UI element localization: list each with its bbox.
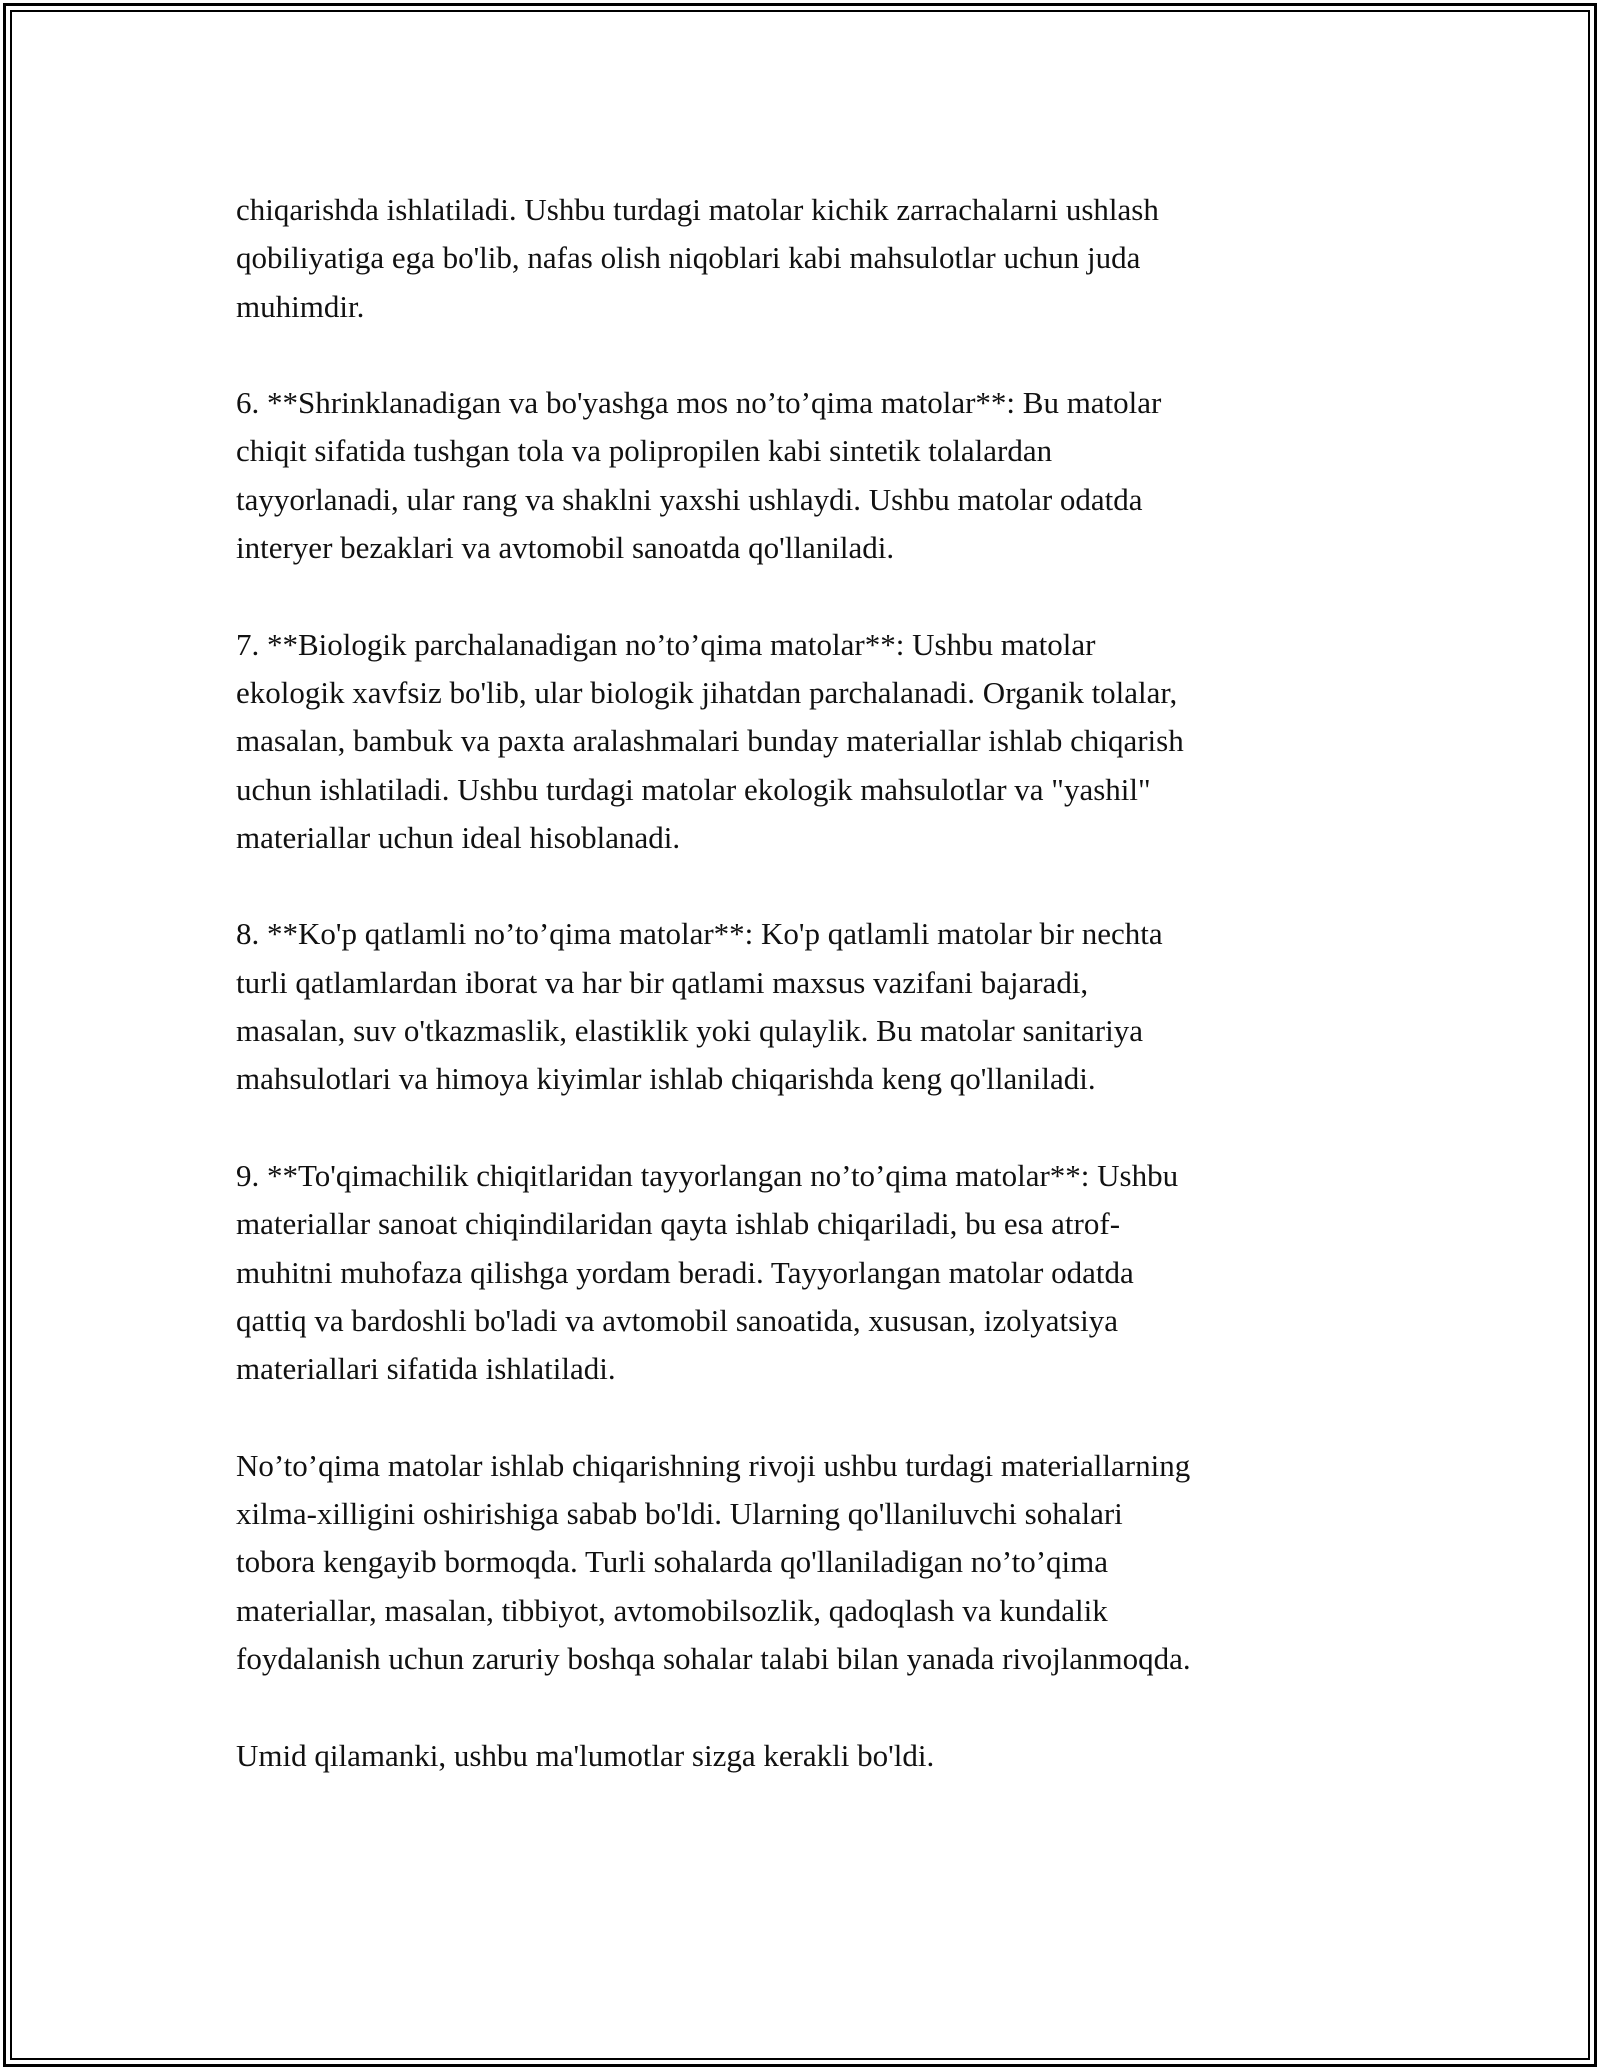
list-item-8: 8. **Ko'p qatlamli no’to’qima matolar**: Ko'p qatlamli matolar bir nechta turli qatlamlardan iborat va har bir qatlami maxsus vazifani bajaradi, masalan, suv o'tkazmaslik, elastiklik yoki qulaylik. Bu matolar sanitariya mahsulotlari va himoya kiyimlar ishlab chiqarishda keng qo'llaniladi. <box>236 916 1163 1097</box>
document-body <box>236 186 1376 1780</box>
list-item-9: 9. **To'qimachilik chiqitlaridan tayyorlangan no’to’qima matolar**: Ushbu materiallar sanoat chiqindilaridan qayta ishlab chiqariladi, bu esa atrof- muhitni muhofaza qilishga yordam beradi. Tayyorlangan matolar odatda qattiq va bardoshli bo'ladi va avtomobil sanoatida, xususan, izolyatsiya materiallari sifatida ishlatiladi. <box>236 1157 1179 1387</box>
list-item-7: 7. **Biologik parchalanadigan no’to’qima matolar**: Ushbu matolar ekologik xavfsiz bo'lib, ular biologik jihatdan parchalanadi. Organik tolalar, masalan, bambuk va paxta aralashmalari bunday materiallar ishlab chiqarish uchun ishlatiladi. Ushbu turdagi matolar ekologik mahsulotlar va "yashil" materiallar uchun ideal hisoblanadi. <box>236 626 1184 855</box>
paragraph-continuation: chiqarishda ishlatiladi. Ushbu turdagi matolar kichik zarrachalarni ushlash qobiliyatiga ega bo'lib, nafas olish niqoblari kabi mahsulotlar uchun juda muhimdir. <box>236 192 1159 324</box>
list-item-6: 6. **Shrinklanadigan va bo'yashga mos no’to’qima matolar**: Bu matolar chiqit sifatida tushgan tola va polipropilen kabi sintetik tolalardan tayyorlanadi, ular rang va shaklni yaxshi ushlaydi. Ushbu matolar odatda interyer bezaklari va avtomobil sanoatda qo'llaniladi. <box>236 385 1162 566</box>
closing-paragraph: Umid qilamanki, ushbu ma'lumotlar sizga kerakli bo'ldi. <box>236 1737 935 1773</box>
summary-paragraph: No’to’qima matolar ishlab chiqarishning rivoji ushbu turdagi materiallarning xilma-xilligini oshirishiga sabab bo'ldi. Ularning qo'llaniluvchi sohalari tobora kengayib bormoqda. Turli sohalarda qo'llaniladigan no’to’qima materiallar, masalan, tibbiyot, avtomobilsozlik, qadoqlash va kundalik foydalanish uchun zaruriy boshqa sohalar talabi bilan yanada rivojlanmoqda. <box>236 1447 1191 1676</box>
